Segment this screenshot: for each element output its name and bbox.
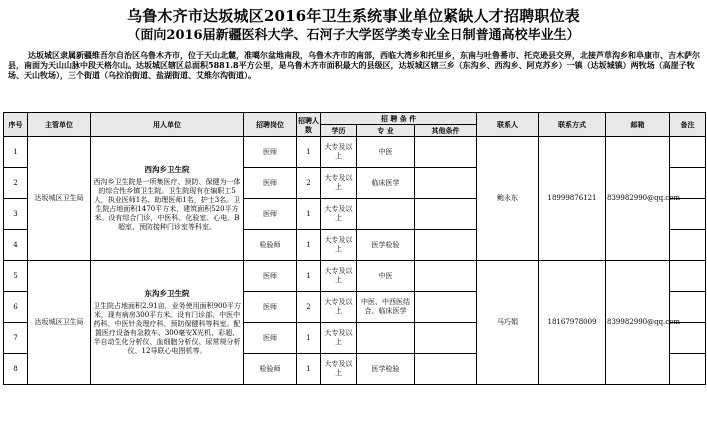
cell-count: 1 (297, 354, 321, 385)
cell-major: 中医 (357, 261, 415, 292)
unit-name: 东沟乡卫生院 (144, 289, 190, 298)
cell-phone: 18999876121 (539, 137, 606, 261)
cell-unit (91, 261, 244, 385)
cell-seq: 8 (4, 354, 28, 385)
table-row (4, 261, 706, 292)
cell-education: 大专及以上 (321, 261, 357, 292)
cell-seq: 5 (4, 261, 28, 292)
cell-other (415, 354, 477, 385)
cell-count: 1 (297, 199, 321, 230)
table-row (4, 137, 706, 168)
cell-major (357, 323, 415, 354)
cell-education: 大专及以上 (321, 137, 357, 168)
cell-count: 1 (297, 137, 321, 168)
cell-note (670, 230, 706, 261)
cell-major (357, 199, 415, 230)
header-education: 学历 (321, 125, 357, 137)
cell-other (415, 137, 477, 168)
document-title: 乌鲁木齐市达坂城区2016年卫生系统事业单位紧缺人才招聘职位表 (127, 7, 580, 25)
header-unit: 用人单位 (91, 113, 244, 137)
cell-note (670, 323, 706, 354)
unit-description: 西沟乡卫生院是一所集医疗、预防、保健为一体的综合性乡镇卫生院。卫生院现有在编职工5人，执业医师1名、助理医师1名，护士3名。卫生院占地面积1470平方米，建筑面积520平方米。设有综合门诊，中医科、化验室、心电、B超室、预防接种门诊室等科室。 (93, 178, 241, 231)
header-post: 招聘岗位 (244, 113, 297, 137)
cell-note (670, 354, 706, 385)
cell-seq: 1 (4, 137, 28, 168)
header-major: 专 业 (357, 125, 415, 137)
header-email: 邮箱 (606, 113, 670, 137)
cell-unit (91, 137, 244, 261)
cell-major: 医学检验 (357, 354, 415, 385)
cell-note (670, 137, 706, 168)
cell-seq: 4 (4, 230, 28, 261)
cell-seq: 7 (4, 323, 28, 354)
cell-phone: 18167978009 (539, 261, 606, 385)
cell-other (415, 292, 477, 323)
header-dept: 主管单位 (28, 113, 91, 137)
header-note: 备注 (670, 113, 706, 137)
cell-post: 检验师 (244, 354, 297, 385)
table-header-row (4, 113, 706, 125)
cell-education: 大专及以上 (321, 292, 357, 323)
cell-post: 医师 (244, 137, 297, 168)
cell-post: 医师 (244, 292, 297, 323)
header-conditions: 招 聘 条 件 (321, 113, 477, 125)
cell-seq: 2 (4, 168, 28, 199)
cell-education: 大专及以上 (321, 230, 357, 261)
recruitment-table (3, 112, 706, 385)
header-contact: 联系人 (477, 113, 539, 137)
header-count: 招聘人数 (297, 113, 321, 137)
cell-note (670, 199, 706, 230)
cell-other (415, 230, 477, 261)
cell-post: 检验师 (244, 230, 297, 261)
cell-email: 839982990@qq.com (606, 261, 670, 385)
header-phone: 联系方式 (539, 113, 606, 137)
cell-major: 临床医学 (357, 168, 415, 199)
cell-count: 1 (297, 230, 321, 261)
cell-education: 大专及以上 (321, 199, 357, 230)
cell-education: 大专及以上 (321, 354, 357, 385)
cell-contact: 鲍永东 (477, 137, 539, 261)
cell-note (670, 261, 706, 292)
cell-count: 2 (297, 292, 321, 323)
cell-major: 中医、中西医结合、临床医学 (357, 292, 415, 323)
cell-major: 中医 (357, 137, 415, 168)
cell-dept: 达坂城区卫生局 (28, 137, 91, 261)
cell-other (415, 323, 477, 354)
cell-post: 医师 (244, 199, 297, 230)
cell-post: 医师 (244, 168, 297, 199)
cell-count: 1 (297, 323, 321, 354)
header-other: 其他条件 (415, 125, 477, 137)
cell-other (415, 261, 477, 292)
cell-count: 1 (297, 261, 321, 292)
document-subtitle: （面向2016届新疆医科大学、石河子大学医学类专业全日制普通高校毕业生） (127, 28, 580, 43)
cell-seq: 6 (4, 292, 28, 323)
header-seq: 序号 (4, 113, 28, 137)
cell-count: 2 (297, 168, 321, 199)
cell-email: 839982990@qq.com (606, 137, 670, 261)
cell-other (415, 168, 477, 199)
cell-post: 医师 (244, 261, 297, 292)
cell-dept: 达坂城区卫生局 (28, 261, 91, 385)
intro-paragraph: 达坂城区隶属新疆维吾尔自治区乌鲁木齐市，位于天山北麓，准噶尔盆地南段，乌鲁木齐市的南部，西临大湾乡和托里乡，东南与吐鲁番市、托克逊县交界，北接芦草沟乡和阜康市、吉木萨尔县，南面为天山山脉中段天格尔山。达坂城区辖区总面积5881.8平方公里，是乌鲁木齐市面积最大的县级区，达坂城区辖三乡（东沟乡、西沟乡、阿克苏乡）一镇（达坂城镇）两牧场（高崖子牧场、天山牧场），三个街道（乌拉泊街道、盐湖街道、艾维尔沟街道）。 (8, 50, 700, 80)
cell-other (415, 199, 477, 230)
cell-contact: 马巧娟 (477, 261, 539, 385)
unit-description: 卫生院占地面积2.91亩，业务使用面积900平方米，现有病房300平方米。设有门诊部、中医中药科、中医针灸理疗科、预防保健科等科室。配置医疗设备有急救车、300毫安X光机、彩超、半自动生化分析仪、血细胞分析仪、尿常规分析仪、12导联心电图机等。 (93, 302, 241, 355)
cell-education: 大专及以上 (321, 323, 357, 354)
cell-major: 医学检验 (357, 230, 415, 261)
cell-seq: 3 (4, 199, 28, 230)
cell-education: 大专及以上 (321, 168, 357, 199)
unit-name: 西沟乡卫生院 (144, 165, 190, 174)
cell-post: 医师 (244, 323, 297, 354)
